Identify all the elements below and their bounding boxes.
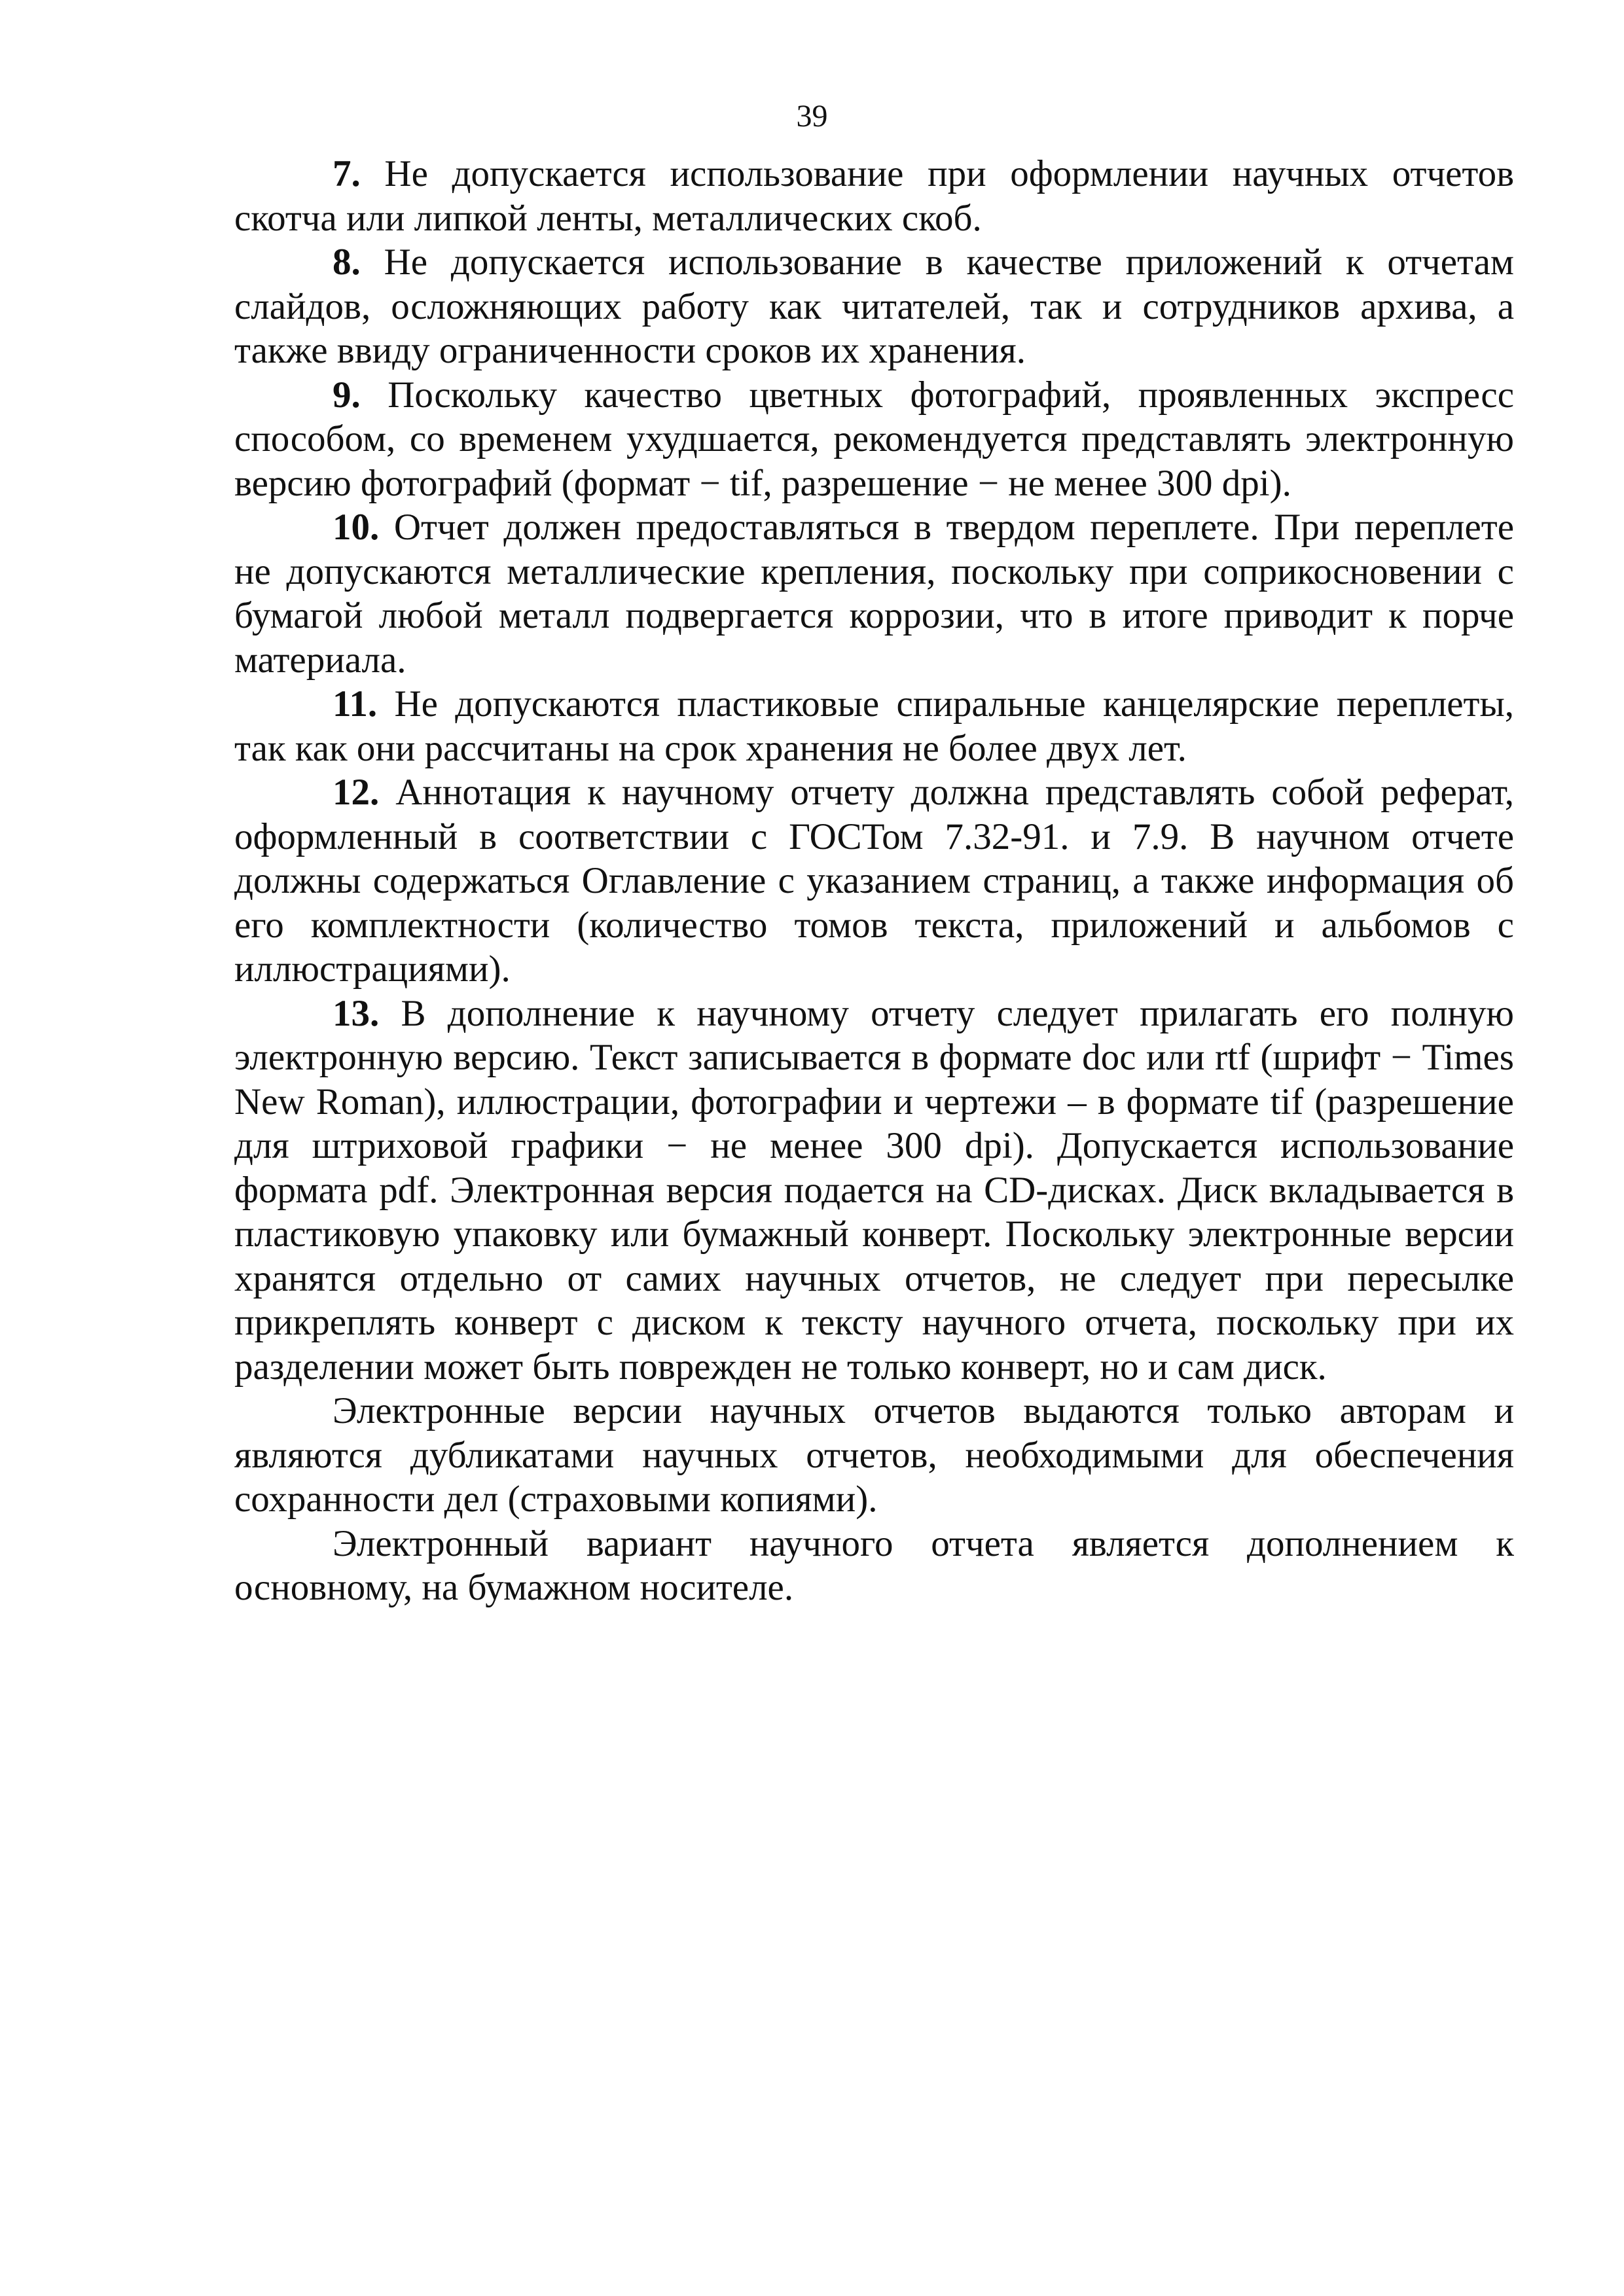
document-body xyxy=(234,152,1514,1610)
paragraph-item-7 xyxy=(234,152,1514,240)
paragraph-text: Аннотация к научному отчету должна представлять собой реферат, оформленный в соответствии с ГОСТом 7.32-91. и 7.9. В научном отчете должны содержаться Оглавление с указанием страниц, а также информация об его комплектности (количество томов текста, приложений и альбомов с иллюстрациями). xyxy=(234,772,1515,990)
page-number: 39 xyxy=(796,99,828,134)
item-number: 8. xyxy=(333,242,361,283)
paragraph-text: В дополнение к научному отчету следует прилагать его полную электронную версию. Текст записывается в формате doc или rtf (шрифт − Times New Roman), иллюстрации, фотографии и чертежи – в формате tif (разрешение для штриховой графики − не менее 300 dpi). Допускается использование формата pdf. Электронная версия подается на CD-дисках. Диск вкладывается в пластиковую упаковку или бумажный конверт. Поскольку электронные версии хранятся отдельно от самих научных отчетов, не следует при пересылке прикреплять конверт с диском к тексту научного отчета, поскольку при их разделении может быть поврежден не только конверт, но и сам диск. xyxy=(234,992,1514,1388)
paragraph-electronic-variant xyxy=(234,1522,1514,1610)
paragraph-item-12 xyxy=(234,770,1514,992)
item-number: 7. xyxy=(333,153,361,194)
paragraph-text: Электронный вариант научного отчета является дополнением к основному, на бумажном носителе. xyxy=(234,1522,1514,1608)
paragraph-item-9 xyxy=(234,373,1514,506)
item-number: 13. xyxy=(333,992,380,1034)
item-number: 11. xyxy=(333,683,378,725)
paragraph-text: Не допускается использование при оформлении научных отчетов скотча или липкой ленты, металлических скоб. xyxy=(234,153,1515,239)
item-number: 12. xyxy=(333,772,380,813)
paragraph-item-13 xyxy=(234,992,1514,1390)
paragraph-item-10 xyxy=(234,505,1514,682)
paragraph-item-11 xyxy=(234,682,1514,770)
paragraph-electronic-versions xyxy=(234,1389,1514,1522)
item-number: 9. xyxy=(333,374,361,416)
paragraph-text: Не допускаются пластиковые спиральные канцелярские переплеты, так как они рассчитаны на срок хранения не более двух лет. xyxy=(234,683,1515,769)
paragraph-item-8 xyxy=(234,240,1514,373)
item-number: 10. xyxy=(333,507,380,548)
paragraph-text: Электронные версии научных отчетов выдаются только авторам и являются дубликатами научных отчетов, необходимыми для обеспечения сохранности дел (страховыми копиями). xyxy=(234,1390,1514,1520)
paragraph-text: Отчет должен предоставляться в твердом переплете. При переплете не допускаются металлические крепления, поскольку при соприкосновении с бумагой любой металл подвергается коррозии, что в итоге приводит к порче материала. xyxy=(234,507,1515,681)
paragraph-text: Не допускается использование в качестве приложений к отчетам слайдов, осложняющих работу как читателей, так и сотрудников архива, а также ввиду ограниченности сроков их хранения. xyxy=(234,242,1515,371)
paragraph-text: Поскольку качество цветных фотографий, проявленных экспресс способом, со временем ухудшается, рекомендуется представлять электронную версию фотографий (формат − tif, разрешение − не менее 300 dpi). xyxy=(234,374,1515,504)
